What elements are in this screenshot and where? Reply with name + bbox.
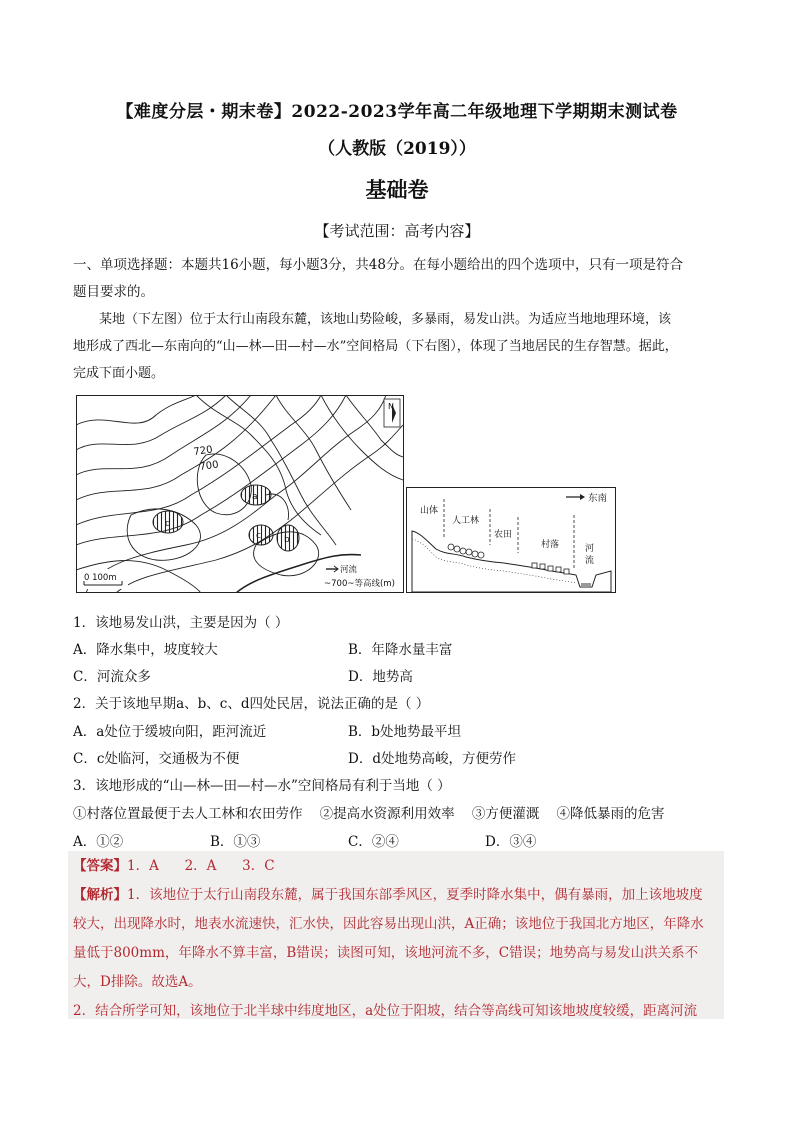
reading-passage <box>73 306 721 387</box>
question-3-stem: 3．该地形成的“山—林—田—村—水”空间格局有利于当地（ ） <box>73 778 451 794</box>
zone-label-farmland: 农田 <box>494 530 513 540</box>
q2-option-b[interactable]: B．b处地势最平坦 <box>348 724 462 740</box>
exam-level: 基础卷 <box>365 177 429 202</box>
site-label-b: b <box>284 535 290 545</box>
q2-option-d[interactable]: D．d处地势高峻，方便劳作 <box>348 751 516 767</box>
q2-option-a[interactable]: A．a处位于缓坡向阳，距河流近 <box>73 724 267 740</box>
instruction-line: 一、单项选择题：本题共16小题，每小题3分，共48分。在每小题给出的四个选项中，只有一项是符合 <box>73 257 683 273</box>
zone-label-river-1: 河 <box>585 544 595 554</box>
question-1-stem: 1．该地易发山洪，主要是因为（ ） <box>73 615 289 631</box>
site-c-area <box>249 525 273 545</box>
q2-option-c[interactable]: C．c处临河，交通极为不便 <box>73 751 240 767</box>
map-legend <box>322 561 402 591</box>
answer-label: 【答案】 <box>73 858 127 874</box>
instruction-line: 题目要求的。 <box>73 284 154 300</box>
passage-line: 地形成了西北—东南向的“山—林—田—村—水”空间格局（下右图），体现了当地居民的生存智慧。据此， <box>73 339 678 354</box>
legend-river-label: 河流 <box>340 565 358 575</box>
svg-text:0 100m: 0 100m <box>84 573 117 583</box>
analysis-line: 【解析】1．该地位于太行山南段东麓，属于我国东部季风区，夏季时降水集中，偶有暴雨，加上该地坡度 <box>73 887 703 903</box>
answer-line <box>73 852 723 881</box>
q1-option-b[interactable]: B．年降水量丰富 <box>348 642 453 658</box>
zone-label-mountain: 山体 <box>420 506 439 516</box>
passage-line: 完成下面小题。 <box>73 366 165 381</box>
profile-figure <box>406 487 616 593</box>
analysis-line: 大，D排除。故选A。 <box>73 974 202 990</box>
contour-map-figure <box>76 395 404 593</box>
analysis-line: 2．结合所学可知，该地位于北半球中纬度地区，a处位于阳坡，结合等高线可知该地坡度较缓，距离河流 <box>73 1003 698 1019</box>
legend-contour-label: ~700~等高线(m) <box>324 579 395 589</box>
analysis-line: 较大，出现降水时，地表水流速快，汇水快，因此容易出现山洪，A正确；该地位于我国北方地区，年降水 <box>73 916 704 932</box>
site-label-c: c <box>256 531 261 541</box>
svg-text:N: N <box>388 402 394 411</box>
scale-bar <box>80 569 128 589</box>
q3-option-c[interactable]: C．②④ <box>348 834 399 850</box>
zone-label-forest: 人工林 <box>452 516 480 526</box>
analysis-line: 量低于800mm，年降水不算丰富，B错误；读图可知，该地河流不多，C错误；地势高与易发山洪关系不 <box>73 945 699 961</box>
q1-option-a[interactable]: A．降水集中，坡度较大 <box>73 642 218 658</box>
exam-edition: （人教版（2019）） <box>318 139 476 159</box>
site-label-d: d <box>165 519 171 529</box>
q3-option-a[interactable]: A．①② <box>73 834 124 850</box>
passage-line: 某地（下左图）位于太行山南段东麓，该地山势险峻，多暴雨，易发山洪。为适应当地地理环境，该 <box>99 312 672 327</box>
q3-option-b[interactable]: B．①③ <box>210 834 261 850</box>
q3-option-d[interactable]: D．③④ <box>485 834 537 850</box>
section-instruction <box>73 252 721 306</box>
exam-scope: 【考试范围：高考内容】 <box>314 222 480 240</box>
contour-label-700: 700 <box>198 459 220 473</box>
direction-label: 东南 <box>588 493 608 504</box>
zone-label-river-2: 流 <box>585 556 595 566</box>
site-label-a: a <box>252 492 258 502</box>
exam-title: 【难度分层・期末卷】2022-2023学年高二年级地理下学期期末测试卷 <box>116 102 678 122</box>
answer-text: 1．A 2．A 3．C <box>127 858 275 874</box>
q1-option-d[interactable]: D．地势高 <box>348 669 413 685</box>
analysis-label: 【解析】 <box>73 887 127 903</box>
analysis-block <box>73 881 723 1026</box>
contour-label-720: 720 <box>192 444 214 458</box>
question-2-stem: 2．关于该地早期a、b、c、d四处民居，说法正确的是（ ） <box>73 696 430 712</box>
river-water <box>581 583 591 587</box>
q1-option-c[interactable]: C．河流众多 <box>73 669 151 685</box>
zone-label-village: 村落 <box>541 540 560 550</box>
q3-statements: ①村落位置最便于去人工林和农田劳作 ②提高水资源利用效率 ③方便灌溉 ④降低暴雨的危害 <box>73 806 665 822</box>
north-arrow-icon <box>384 399 400 427</box>
